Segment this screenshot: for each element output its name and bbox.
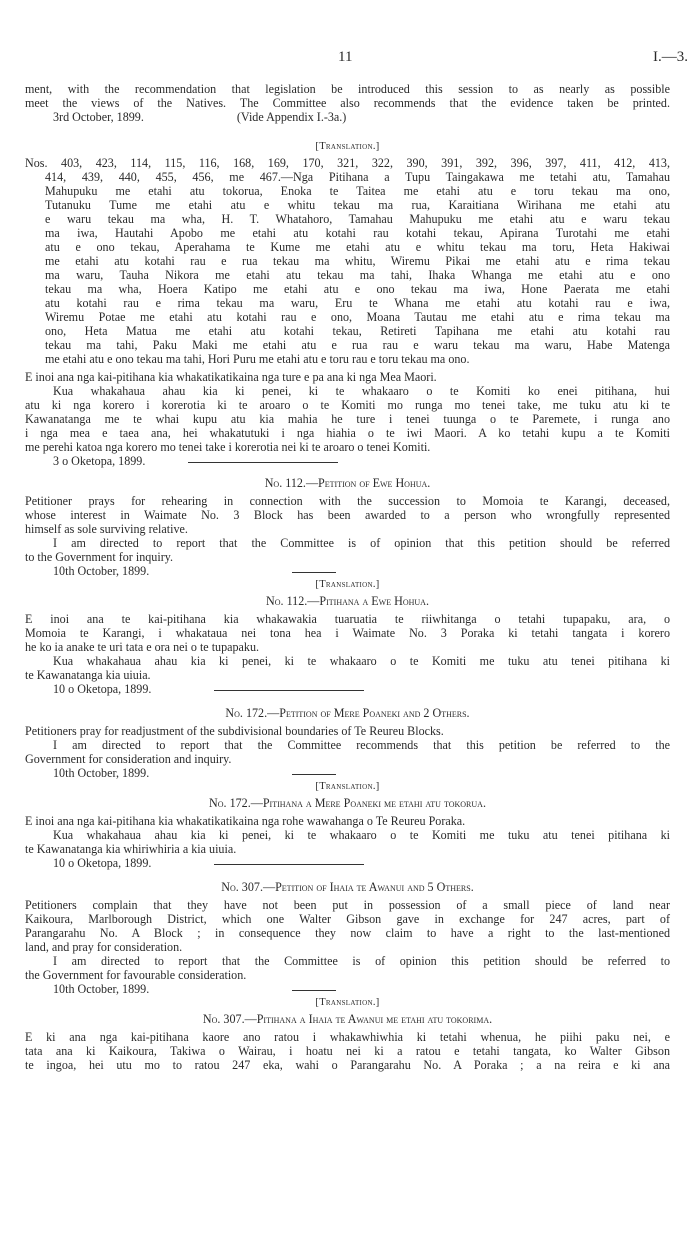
translation-label: [Translation.] xyxy=(315,781,380,792)
date: 3 o Oketopa, 1899. xyxy=(53,454,146,468)
paragraph-line: te ingoa, hei utu mo to ratou 247 eka, wahi o Parangarahu No. A Poraka ; a na reira e ki ana xyxy=(25,1058,670,1072)
list-line: atu kotahi rau e rima tekau ma waru, Eru te Whana me etahi atu kotahi rau e iwa, xyxy=(45,296,670,310)
paragraph-line: Parangarahu No. A Block ; in consequence they now claim to have a right to the last-mentioned xyxy=(25,926,670,940)
petition-list-block xyxy=(25,156,670,468)
paragraph-line: Petitioner prays for rehearing in connection with the succession to Momoia te Karangi, deceased, xyxy=(25,494,670,508)
section-heading: No. 307.—Pitihana a Ihaia te Awanui me etahi atu tokorima. xyxy=(202,1012,493,1026)
paragraph-line: Kawanatanga me te whai kupu atu kia mahia he ture i tenei tuunga o te Paremete, i runga ano xyxy=(25,412,670,426)
paragraph-line: himself as sole surviving relative. xyxy=(25,522,188,536)
list-line: ma waru, Tauha Nikora me etahi atu tekau ma tahi, Ihaka Whanga me etahi atu e ono xyxy=(45,268,670,282)
list-line: ma iwa, Hautahi Apobo me etahi atu kotahi rau kotahi tekau, Apirana Turotahi me etahi xyxy=(45,226,670,240)
short-rule xyxy=(292,982,336,996)
paragraph-line: land, and pray for consideration. xyxy=(25,940,183,954)
date-line xyxy=(25,982,670,996)
paragraph-line: Petitioners complain that they have not been put in possession of a small piece of land near xyxy=(25,898,670,912)
paragraph-line: E inoi ana nga kai-pitihana kia whakatikatikaina nga rohe wawahanga o Te Reureu Poraka. xyxy=(25,814,466,828)
paragraph-line: to the Government for inquiry. xyxy=(25,550,174,564)
section-rule xyxy=(214,682,364,696)
date: 10th October, 1899. xyxy=(53,766,150,780)
intro-line: meet the views of the Natives. The Committee also recommends that the evidence taken be printed. xyxy=(25,96,670,110)
petition-172 xyxy=(25,706,670,870)
appendix-reference: (Vide Appendix I.-3a.) xyxy=(236,110,347,124)
paragraph-line: Momoia te Karangi, i whakataua nei tona hea i Waimate No. 3 Poraka ki tetahi tangata i korero xyxy=(25,626,670,640)
list-line: me etahi atu e ono tekau ma tahi, Hori Puru me etahi atu e toru rau e toru tekau ma ono. xyxy=(45,352,470,366)
date: 10 o Oketopa, 1899. xyxy=(53,856,152,870)
date-line xyxy=(25,766,670,780)
petition-307 xyxy=(25,880,670,1072)
list-line: tekau ma tahi, Paku Maki me etahi atu e rua rau e waru tekau ma waru, Habe Matenga xyxy=(45,338,670,352)
section-heading: No. 112.—Pitihana a Ewe Hohua. xyxy=(266,594,429,608)
date: 10th October, 1899. xyxy=(53,564,150,578)
list-line: 414, 439, 440, 455, 456, me 467.—Nga Pitihana a Tupu Taingakawa me tetahi atu, Tamahau xyxy=(45,170,670,184)
page-header xyxy=(0,50,700,68)
list-line: e waru tekau ma wha, H. T. Whatahoro, Tamahau Mahupuku me etahi atu e waru tekau xyxy=(45,212,670,226)
section-heading: No. 172.—Petition of Mere Poaneki and 2 Others. xyxy=(225,706,470,720)
date: 10 o Oketopa, 1899. xyxy=(53,682,152,696)
paper-reference: I.—3. xyxy=(653,49,688,65)
page-number: 11 xyxy=(338,49,353,65)
list-line: Mahupuku me etahi atu tokorua, Enoka te Taitea me etahi atu e toru tekau ma ono, xyxy=(45,184,670,198)
short-rule xyxy=(292,564,336,578)
paragraph-line: I am directed to report that the Committee recommends that this petition be referred to the xyxy=(53,738,670,752)
paragraph-line: I am directed to report that the Committee is of opinion that this petition should be referred xyxy=(53,536,670,550)
paragraph-line: i nga mea e taea ana, hei whakatutuki i nga hiahia o te iwi Maori. A ko tetahi kupu a te Komiti xyxy=(25,426,670,440)
intro-date-line xyxy=(25,110,670,124)
list-line: ono, Heta Matua me etahi atu kotahi tekau, Retireti Tapihana me etahi atu kotahi rau xyxy=(45,324,670,338)
petition-numbers-line: Nos. 403, 423, 114, 115, 116, 168, 169, 170, 321, 322, 390, 391, 392, 396, 397, 411, 412, 413, xyxy=(25,156,670,170)
paragraph-line: tata ana ki Kaikoura, Takiwa o Wairau, i hoatu nei ki a ratou e tetahi tangata, ko Walter Gibson xyxy=(25,1044,670,1058)
paragraph-line: the Government for favourable consideration. xyxy=(25,968,247,982)
page-content xyxy=(25,82,670,1072)
petitioner-list xyxy=(25,170,670,366)
date-line xyxy=(25,856,670,870)
translation-label: [Translation.] xyxy=(315,141,380,152)
intro-line: ment, with the recommendation that legislation be introduced this session to as nearly as possible xyxy=(25,82,670,96)
translation-label: [Translation.] xyxy=(315,997,380,1008)
section-heading: No. 307.—Petition of Ihaia te Awanui and 5 Others. xyxy=(221,880,474,894)
paragraph-line: E inoi ana te kai-pitihana kia whakawakia tuaruatia te riiwhitanga o tetahi tupapaku, ara, o xyxy=(25,612,670,626)
list-line: me etahi atu kotahi rau e rua tekau ma whitu, Wiremu Pikai me etahi atu e rima tekau xyxy=(45,254,670,268)
paragraph-line: te Kawanatanga kia uiuia. xyxy=(25,668,151,682)
paragraph-line: Kua whakahaua ahau kia ki penei, ki te whakaaro o te Komiti me tuku atu tenei pitihana ki xyxy=(53,828,670,842)
date-line xyxy=(25,564,670,578)
paragraph-line: Kua whakahaua ahau kia ki penei, ki te whakaaro o te Komiti ko enei pitihana, hui xyxy=(53,384,670,398)
paragraph-line: Petitioners pray for readjustment of the subdivisional boundaries of Te Reureu Blocks. xyxy=(25,724,444,738)
translation-label: [Translation.] xyxy=(315,579,380,590)
paragraph-line: Kua whakahaua ahau kia ki penei, ki te whakaaro o te Komiti me tuku atu tenei pitihana ki xyxy=(53,654,670,668)
list-line: tekau ma wha, Hoera Katipo me etahi atu e ono tekau ma iwa, Hone Paerata me etahi xyxy=(45,282,670,296)
paragraph-line: I am directed to report that the Committee is of opinion this petition should be referred to xyxy=(53,954,670,968)
paragraph-line: he ko ia anake te uri tata e ora nei o te tupapaku. xyxy=(25,640,260,654)
list-line: Wiremu Potae me etahi atu kotahi rau e ono, Moana Tautau me etahi atu e rima tekau ma xyxy=(45,310,670,324)
petition-112 xyxy=(25,476,670,696)
short-rule xyxy=(292,766,336,780)
date-line xyxy=(25,682,670,696)
list-line: atu e ono tekau, Aperahama te Kume me etahi atu e whitu tekau ma toru, Heta Hakiwai xyxy=(45,240,670,254)
date: 10th October, 1899. xyxy=(53,982,150,996)
paragraph: E inoi ana nga kai-pitihana kia whakatikatikaina nga ture e pa ana ki nga Mea Maori. xyxy=(25,370,437,384)
section-rule xyxy=(214,856,364,870)
section-heading: No. 112.—Petition of Ewe Hohua. xyxy=(264,476,431,490)
paragraph-line: atu ki nga korero i korerotia ki te aroaro o te Komiti mo runga mo tenei take, me tuku atu ki te xyxy=(25,398,670,412)
date-line xyxy=(25,454,670,468)
paragraph-line: whose interest in Waimate No. 3 Block has been awarded to a person who wrongfully represented xyxy=(25,508,670,522)
paragraph-line: te Kawanatanga kia whiriwhiria a kia uiuia. xyxy=(25,842,237,856)
list-line: Tutanuku Tume me etahi atu e whitu tekau ma rua, Karaitiana Wirihana me etahi atu xyxy=(45,198,670,212)
paragraph-line: me perehi katoa nga korero mo tenei take i korerotia nei ki te aroaro o tenei Komiti. xyxy=(25,440,431,454)
paragraph-line: E ki ana nga kai-pitihana kaore ano ratou i whakawhiwhia ki tetahi whenua, he piihi paku nei, e xyxy=(25,1030,670,1044)
date: 3rd October, 1899. xyxy=(53,110,144,124)
section-heading: No. 172.—Pitihana a Mere Poaneki me etahi atu tokorua. xyxy=(209,796,486,810)
section-rule xyxy=(188,454,338,468)
paragraph-line: Kaikoura, Marlborough District, which one Walter Gibson gave in exchange for 247 acres, part of xyxy=(25,912,670,926)
paragraph-line: Government for consideration and inquiry. xyxy=(25,752,232,766)
